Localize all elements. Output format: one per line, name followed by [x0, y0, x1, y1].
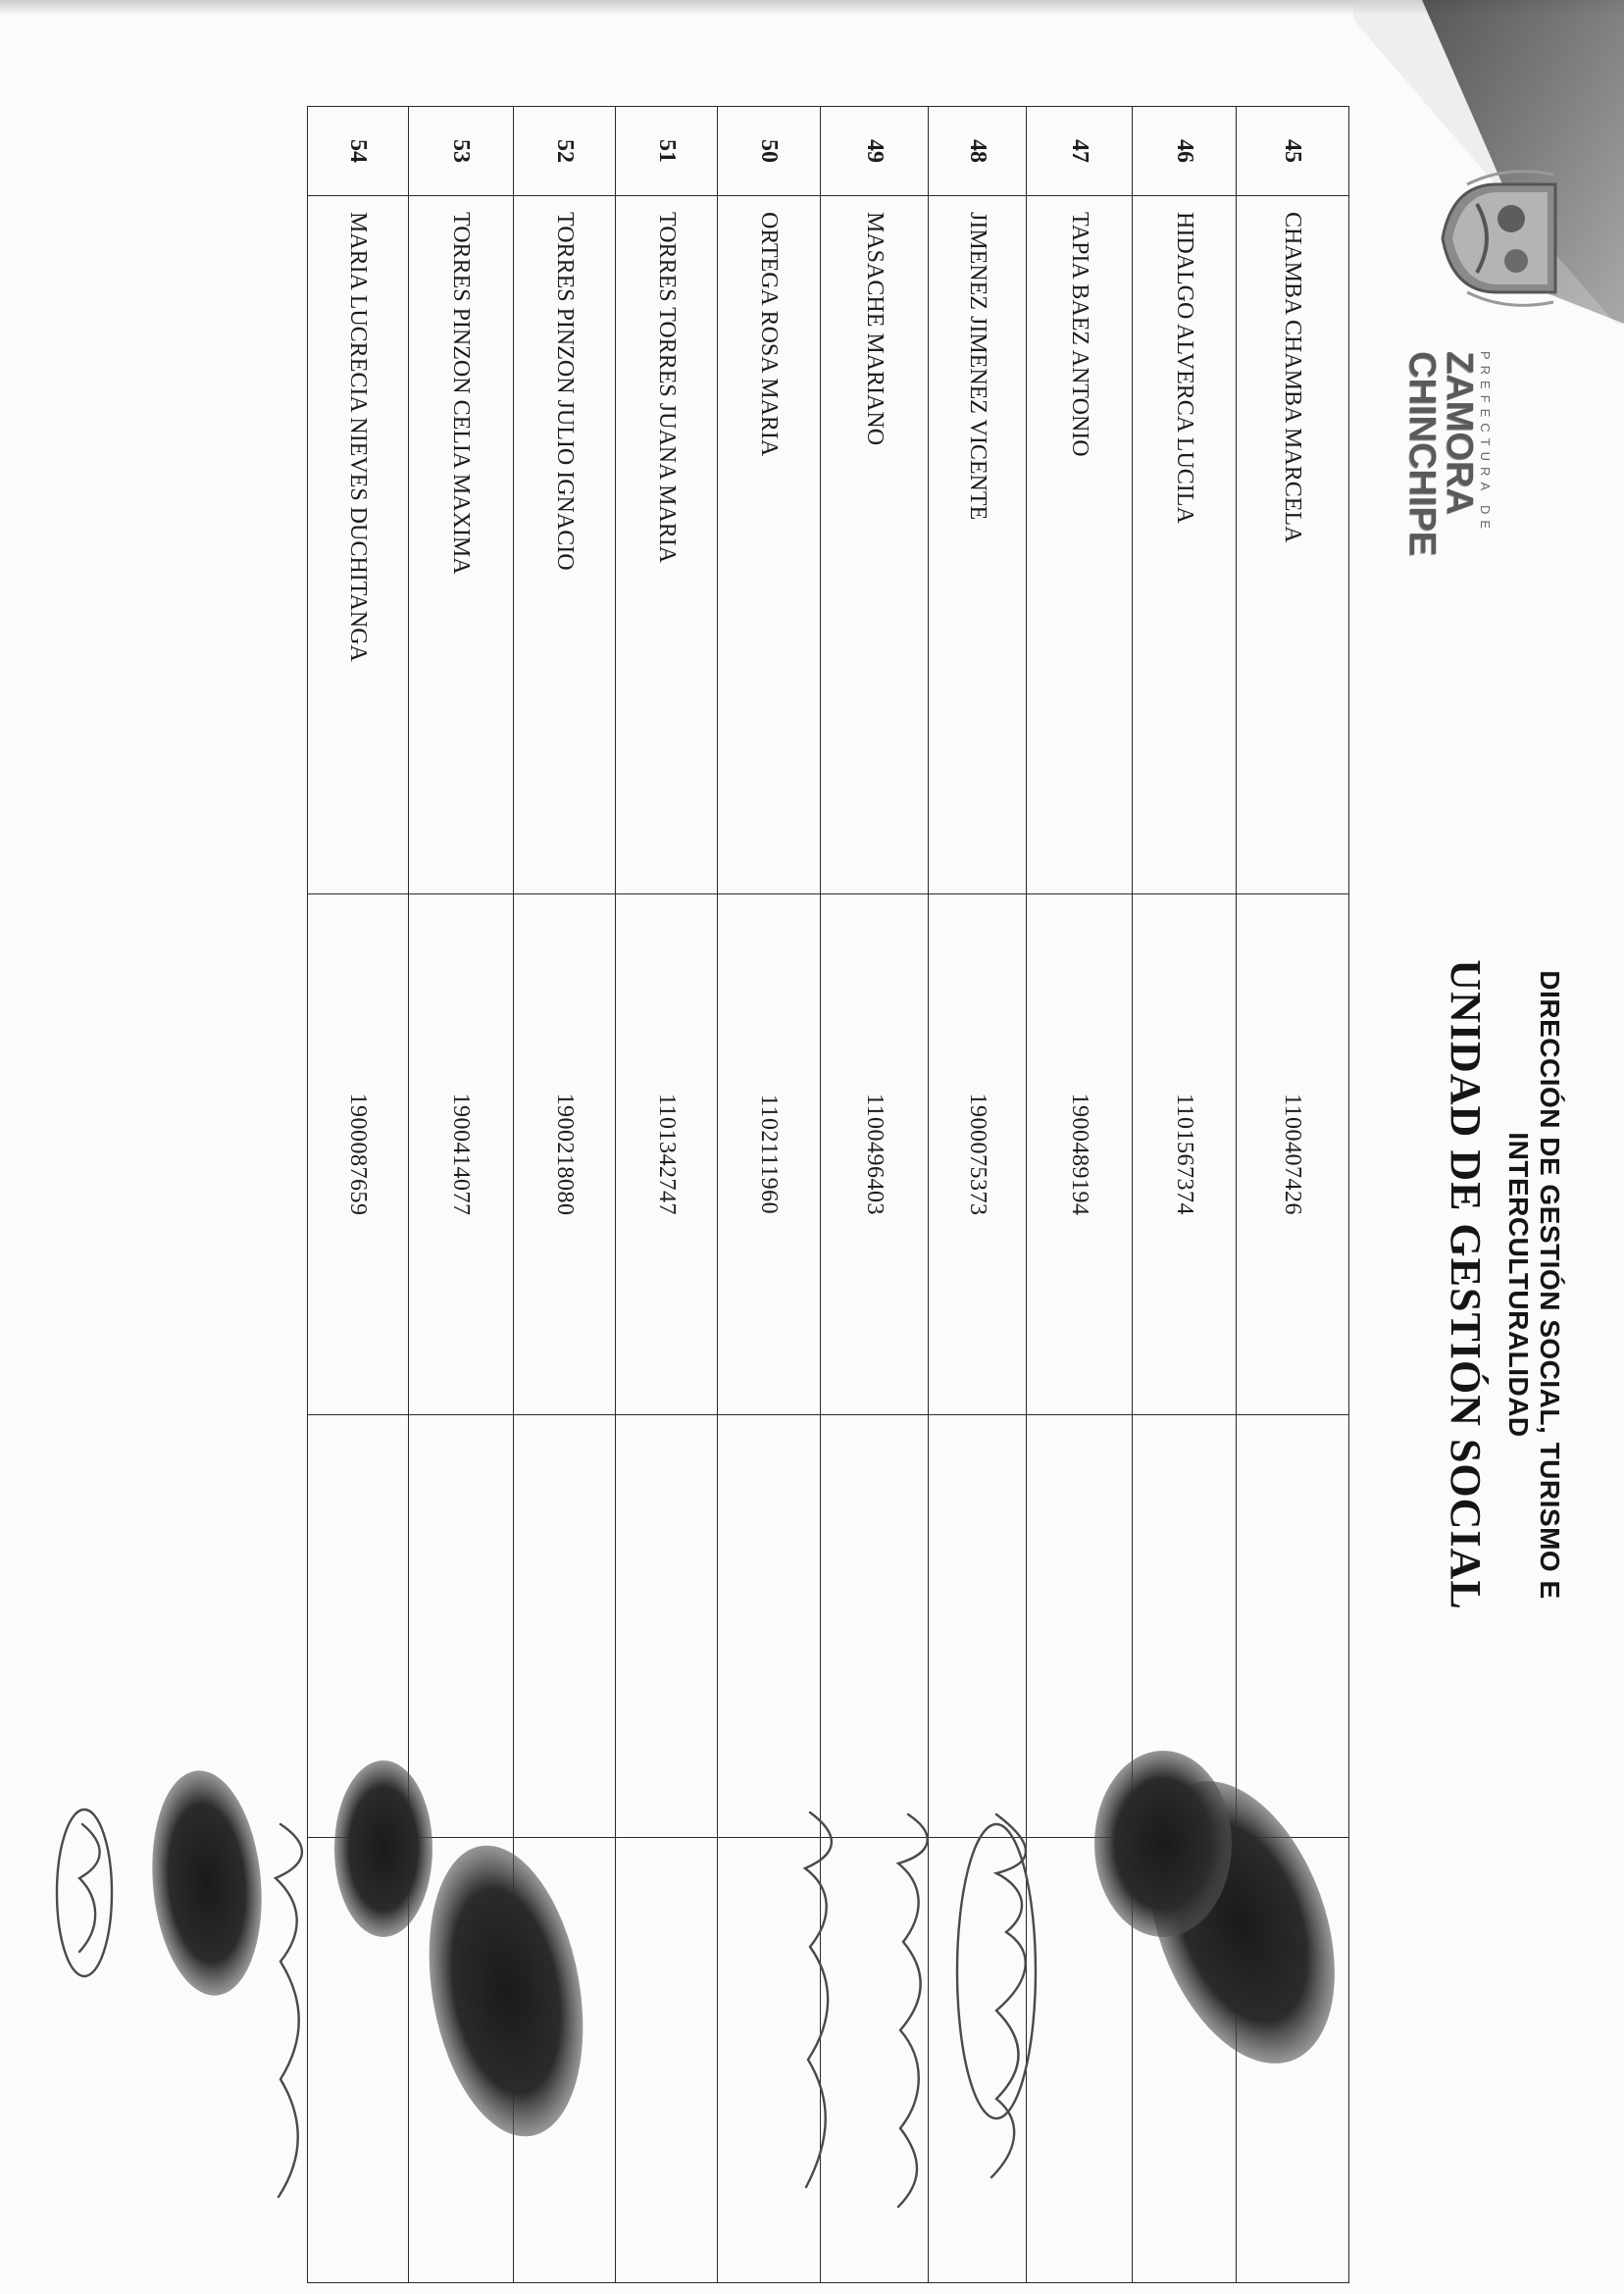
- signature-cell: [616, 1838, 718, 2283]
- blank-cell: [1027, 1415, 1133, 1838]
- beneficiary-name: MARIA LUCRECIA NIEVES DUCHITANGA: [308, 196, 409, 894]
- blank-cell: [308, 1415, 409, 1838]
- id-number: 1101342747: [616, 894, 718, 1415]
- signature-loop: [57, 1810, 112, 1976]
- row-number: 46: [1133, 107, 1237, 196]
- beneficiary-name: TORRES PINZON JULIO IGNACIO: [514, 196, 616, 894]
- row-number: 47: [1027, 107, 1133, 196]
- id-number: 1100496403: [821, 894, 929, 1415]
- signature-cell: [929, 1838, 1027, 2283]
- coat-of-arms-icon: [1438, 165, 1565, 312]
- id-number: 1101567374: [1133, 894, 1237, 1415]
- signature-row-54: [79, 1824, 100, 1952]
- signature-cell: [1027, 1838, 1133, 2283]
- direction-title: [1502, 804, 1565, 1765]
- direction-title-line-1: DIRECCIÓN DE GESTIÓN SOCIAL, TURISMO E: [1535, 970, 1565, 1600]
- id-number: 1900489194: [1027, 894, 1133, 1415]
- id-number: 1100407426: [1237, 894, 1349, 1415]
- row-number: 52: [514, 107, 616, 196]
- beneficiary-name: TAPIA BAEZ ANTONIO: [1027, 196, 1133, 894]
- signature-cell: [409, 1838, 514, 2283]
- table-row: [1237, 107, 1349, 2283]
- blank-cell: [616, 1415, 718, 1838]
- beneficiary-name: MASACHE MARIANO: [821, 196, 929, 894]
- id-number: 1900087659: [308, 894, 409, 1415]
- prefecture-logo: [1401, 106, 1565, 557]
- blank-cell: [929, 1415, 1027, 1838]
- table-row: [821, 107, 929, 2283]
- row-number: 49: [821, 107, 929, 196]
- table-row: [1133, 107, 1237, 2283]
- id-number: 1900075373: [929, 894, 1027, 1415]
- beneficiary-name: ORTEGA ROSA MARIA: [718, 196, 821, 894]
- signature-cell: [1133, 1838, 1237, 2283]
- table-row: [929, 107, 1027, 2283]
- row-number: 50: [718, 107, 821, 196]
- row-number: 48: [929, 107, 1027, 196]
- logo-line-2: CHINCHIPE: [1401, 351, 1443, 557]
- document-header: [1441, 804, 1565, 1765]
- signature-cell: [821, 1838, 929, 2283]
- table-row: [409, 107, 514, 2283]
- row-number: 53: [409, 107, 514, 196]
- signature-cell: [1237, 1838, 1349, 2283]
- blank-cell: [1237, 1415, 1349, 1838]
- fingerprint-mark: [143, 1766, 271, 2001]
- id-number: 1102111960: [718, 894, 821, 1415]
- signature-julio-torres: [276, 1824, 302, 2197]
- table-row: [514, 107, 616, 2283]
- beneficiaries-table: [307, 106, 1349, 2283]
- blank-cell: [514, 1415, 616, 1838]
- table-row: [308, 107, 409, 2283]
- logo-text: [1403, 351, 1493, 556]
- unit-title: UNIDAD DE GESTIÓN SOCIAL: [1442, 959, 1490, 1610]
- table-row: [616, 107, 718, 2283]
- id-number: 1900414077: [409, 894, 514, 1415]
- signature-cell: [308, 1838, 409, 2283]
- row-number: 54: [308, 107, 409, 196]
- id-number: 1900218080: [514, 894, 616, 1415]
- beneficiary-name: JIMENEZ JIMENEZ VICENTE: [929, 196, 1027, 894]
- table-body: [308, 107, 1349, 2283]
- beneficiary-name: TORRES TORRES JUANA MARIA: [616, 196, 718, 894]
- beneficiary-name: CHAMBA CHAMBA MARCELA: [1237, 196, 1349, 894]
- row-number: 45: [1237, 107, 1349, 196]
- direction-title-line-2: INTERCULTURALIDAD: [1503, 1132, 1534, 1438]
- signature-cell: [514, 1838, 616, 2283]
- logo-line-1: ZAMORA: [1439, 351, 1480, 515]
- beneficiary-name: HIDALGO ALVERCA LUCILA: [1133, 196, 1237, 894]
- blank-cell: [1133, 1415, 1237, 1838]
- table-row: [1027, 107, 1133, 2283]
- logo-top-text: PREFECTURA DE: [1478, 351, 1493, 535]
- blank-cell: [409, 1415, 514, 1838]
- blank-cell: [821, 1415, 929, 1838]
- signature-cell: [718, 1838, 821, 2283]
- blank-cell: [718, 1415, 821, 1838]
- row-number: 51: [616, 107, 718, 196]
- table-row: [718, 107, 821, 2283]
- beneficiary-name: TORRES PINZON CELIA MAXIMA: [409, 196, 514, 894]
